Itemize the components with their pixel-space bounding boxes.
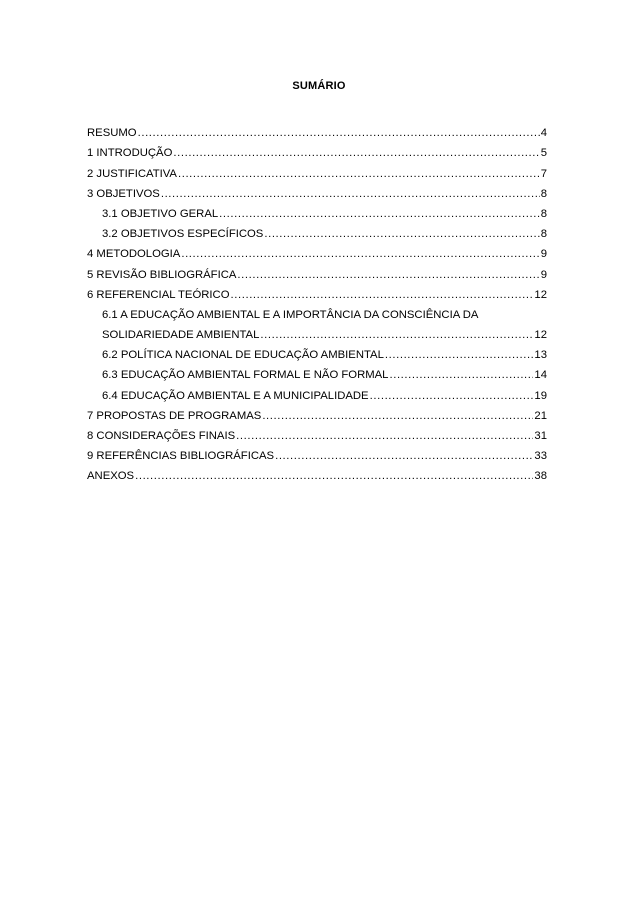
dot-leader <box>236 429 533 443</box>
toc-entry-page: 7 <box>540 167 547 180</box>
dot-leader <box>178 167 540 181</box>
toc-entry-label: 3.2 OBJETIVOS ESPECÍFICOS <box>102 228 264 241</box>
toc-entry-educacao-ambiental-consciencia[interactable] <box>87 302 547 342</box>
toc-entry-label: 6.3 EDUCAÇÃO AMBIENTAL FORMAL E NÃO FORMAL <box>102 369 389 382</box>
dot-leader <box>173 146 539 160</box>
toc-entry-justificativa[interactable] <box>87 160 547 180</box>
toc-entry-page: 19 <box>534 389 547 402</box>
toc-entry-page: 21 <box>534 409 547 422</box>
dot-leader <box>219 207 540 221</box>
dot-leader <box>264 227 539 241</box>
dot-leader <box>135 469 533 483</box>
toc-entry-introducao[interactable] <box>87 140 547 160</box>
dot-leader <box>262 409 533 423</box>
toc-entry-label: 7 PROPOSTAS DE PROGRAMAS <box>87 409 262 422</box>
toc-entry-politica-nacional[interactable] <box>87 342 547 362</box>
toc-entry-label: RESUMO <box>87 127 137 140</box>
toc-entry-page: 8 <box>540 207 547 220</box>
toc-entry-objetivos-especificos[interactable] <box>87 221 547 241</box>
toc-entry-page: 13 <box>534 349 547 362</box>
toc-entry-revisao-bibliografica[interactable] <box>87 261 547 281</box>
table-of-contents <box>87 120 547 483</box>
toc-entry-resumo[interactable] <box>87 120 547 140</box>
toc-entry-label: 6.2 POLÍTICA NACIONAL DE EDUCAÇÃO AMBIENTAL <box>102 349 384 362</box>
toc-entry-consideracoes-finais[interactable] <box>87 423 547 443</box>
toc-entry-metodologia[interactable] <box>87 241 547 261</box>
dot-leader <box>385 348 534 362</box>
toc-entry-label: 4 METODOLOGIA <box>87 248 181 261</box>
toc-entry-referencias-bibliograficas[interactable] <box>87 443 547 463</box>
toc-entry-page: 12 <box>534 329 547 342</box>
dot-leader <box>237 268 539 282</box>
toc-entry-label: 6.4 EDUCAÇÃO AMBIENTAL E A MUNICIPALIDADE <box>102 389 369 402</box>
toc-entry-municipalidade[interactable] <box>87 382 547 402</box>
toc-entry-label: 2 JUSTIFICATIVA <box>87 167 177 180</box>
toc-entry-label: 3.1 OBJETIVO GERAL <box>102 207 219 220</box>
page-title: SUMÁRIO <box>292 80 346 92</box>
toc-entry-propostas-programas[interactable] <box>87 403 547 423</box>
dot-leader <box>138 126 540 140</box>
toc-entry-page: 8 <box>540 228 547 241</box>
toc-entry-page: 38 <box>534 470 547 483</box>
toc-entry-objetivo-geral[interactable] <box>87 201 547 221</box>
dot-leader <box>275 449 533 463</box>
toc-entry-objetivos[interactable] <box>87 181 547 201</box>
dot-leader <box>370 389 534 403</box>
toc-entry-label: 6.1 A EDUCAÇÃO AMBIENTAL E A IMPORTÂNCIA DA CONSCIÊNCIA DA <box>102 308 479 321</box>
toc-entry-page: 14 <box>534 369 547 382</box>
toc-entry-page: 8 <box>540 187 547 200</box>
toc-entry-label: 3 OBJETIVOS <box>87 187 160 200</box>
toc-entry-page: 4 <box>540 127 547 140</box>
toc-entry-label: 9 REFERÊNCIAS BIBLIOGRÁFICAS <box>87 450 275 463</box>
toc-entry-line <box>102 322 547 342</box>
toc-entry-label: 8 CONSIDERAÇÕES FINAIS <box>87 430 236 442</box>
toc-entry-label: 6 REFERENCIAL TEÓRICO <box>87 288 230 301</box>
toc-entry-page: 5 <box>540 147 547 160</box>
toc-entry-page: 9 <box>540 268 547 281</box>
toc-entry-page: 9 <box>540 248 547 261</box>
toc-entry-label: 5 REVISÃO BIBLIOGRÁFICA <box>87 268 237 281</box>
toc-entry-line <box>102 302 547 322</box>
dot-leader <box>389 368 533 382</box>
toc-entry-anexos[interactable] <box>87 463 547 483</box>
dot-leader <box>231 288 534 302</box>
toc-entry-label: 1 INTRODUÇÃO <box>87 147 173 160</box>
toc-entry-page: 33 <box>534 450 547 463</box>
toc-entry-label: SOLIDARIEDADE AMBIENTAL <box>102 329 260 342</box>
toc-entry-page: 12 <box>534 288 547 301</box>
toc-entry-page: 31 <box>534 430 547 442</box>
dot-leader <box>260 328 533 342</box>
toc-entry-referencial-teorico[interactable] <box>87 282 547 302</box>
toc-entry-formal-nao-formal[interactable] <box>87 362 547 382</box>
dot-leader <box>181 247 539 261</box>
dot-leader <box>161 187 540 201</box>
toc-entry-label: ANEXOS <box>87 470 135 483</box>
